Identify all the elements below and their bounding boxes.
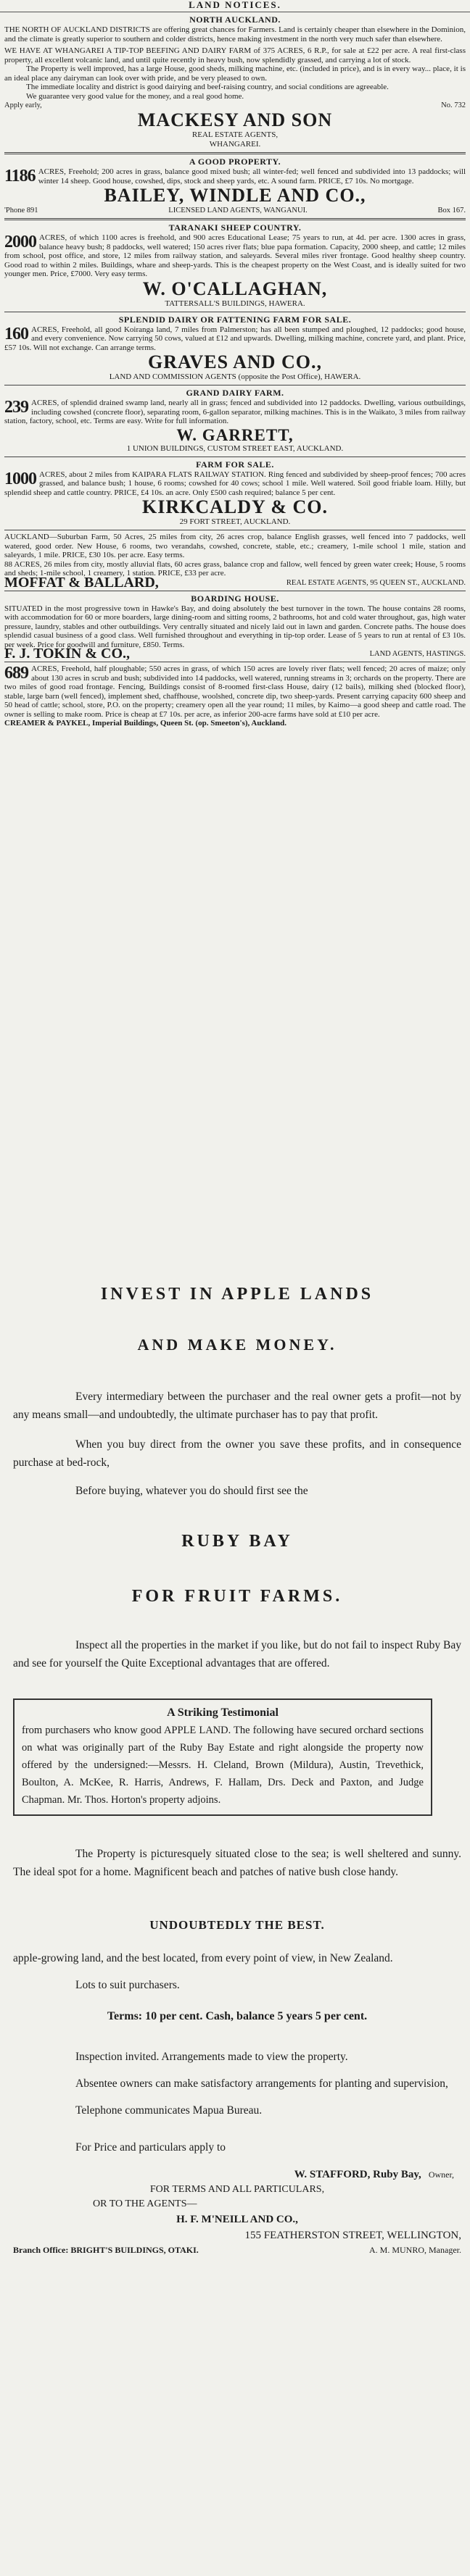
promo-paragraph: The Property is picturesquely situated close to the sea; is well sheltered and sunny. The ideal spot for a home. Magnificent beach and patches of native bush close handy. [13, 1848, 461, 1878]
acreage: 2000 [4, 233, 36, 251]
testimonial-box [13, 1698, 432, 1816]
box-number: Box 167. [437, 207, 466, 214]
ad-text: ACRES, Freehold, half ploughable; 550 acres in grass, of which 150 acres are lovely river flats; well fenced; 20 acres of maize; only about 130 acres in scrub and bush; subdivided into 14 paddocks, well watered, running streams in 3; orchards on the property. There are two miles of good road frontage. Fencing, Buildings consist of 8-roomed first-class House, dairy (12 bails), milking shed (blocked floor), stable, large barn (well fenced), implement shed, chaffhouse, woolshed, concrete dip, two sheep-yards. Present carrying capacity 600 sheep and 50 head of cattle; school, store, P.O. on the property; creamery open all the year round; 11 miles, by Kaimo—a good sheep and cattle road. The owner is selling to make room. Price is cheap at £7 10s. per acre, as inferior 200-acre farms have sold at £10 per acre. [4, 664, 466, 719]
testimonial-lead: A Striking Testimonial [167, 1706, 279, 1719]
ad-taranaki [4, 218, 466, 312]
terms-line: Terms: 10 per cent. Cash, balance 5 years 5 per cent. [107, 2010, 368, 2022]
ad-heading: FARM FOR SALE. [196, 459, 274, 470]
ad-text: ACRES, about 2 miles from KAIPARA FLATS RAILWAY STATION. Ring fenced and subdivided by sheep-proof fences; 700 acres grassed, and balance bush; 1 house, 6 rooms; cowshed for 40 cows; school 1 mile. Well watered. Soil good friable loam. Hilly, but splendid sheep and cattle country. PRICE, £4 10s. an acre. Only £500 cash required; balance 5 per cent. [4, 470, 466, 497]
agent-row [4, 574, 466, 591]
ad-paragraph: The immediate locality and district is good dairying and beef-raising country, and social conditions are agreeable. [26, 83, 389, 91]
acreage: 689 [4, 664, 28, 683]
apply-text: Apply early, [4, 101, 42, 109]
promo-paragraph: Inspection invited. Arrangements made to view the property. [75, 2051, 348, 2063]
branch-office: Branch Office: BRIGHT'S BUILDINGS, OTAKI. [13, 2245, 199, 2255]
best-heading: UNDOUBTEDLY THE BEST. [149, 1918, 325, 1932]
promo-paragraph: Absentee owners can make satisfactory arrangements for planting and supervision, [75, 2077, 448, 2090]
ad-heading: NORTH AUCKLAND. [189, 14, 281, 25]
agent-name: W. O'CALLAGHAN, [142, 278, 328, 299]
agent-address: 155 FEATHERSTON STREET, WELLINGTON, [244, 2230, 461, 2241]
agent-subtitle: TATTERSALL'S BUILDINGS, HAWERA. [165, 299, 305, 308]
owner-name: W. STAFFORD, Ruby Bay, [294, 2169, 421, 2180]
agent-subtitle: LAND AGENTS, HASTINGS. [369, 650, 466, 658]
agent-name: BAILEY, WINDLE AND CO., [104, 185, 366, 206]
agent-town: WHANGAREI. [209, 140, 261, 149]
ad-text: SITUATED in the most progressive town in Hawke's Bay, and doing absolutely the best turnover in the town. The house contains 28 rooms, with accommodation for 60 or more boarders, large dining-room and sitting rooms, 2 bathrooms, hot and cold water throughout, gas, high water pressure, laundry, stables and other outbuildings. Very centrally situated and nicely laid out in lawn and garden. Concrete paths. The house does splendid casual business of a good class. Well furnished throughout and everything in tip-top order. Lease of 5 years to run at rental of £3 10s. per week. Price for goodwill and furniture, £850. Terms. [4, 604, 466, 649]
terms-particulars: FOR TERMS AND ALL PARTICULARS, [149, 2184, 325, 2195]
acreage: 1186 [4, 167, 36, 186]
ad-text: ACRES, Freehold, all good Koiranga land, 7 miles from Palmerston; has all been stumped and ploughed, 12 paddocks; good house, and every convenience. Now carrying 50 cows, valued at £12 and upwards. Dwelling, milking machine, concrete yard, and plant. Price, £57 10s. Will not exchange. Can arrange terms. [4, 325, 466, 352]
agent-subtitle: LICENSED LAND AGENTS, WANGANUI. [168, 207, 308, 214]
land-notices-column [0, 12, 470, 1250]
ad-good-property [4, 152, 466, 218]
agent-name: W. GARRETT, [176, 425, 294, 444]
promo-paragraph: For Price and particulars apply to [75, 2141, 226, 2154]
agent-name: CREAMER & PAYKEL, Imperial Buildings, Queen St. (op. Smeeton's), Auckland. [4, 719, 287, 728]
ruby-bay-name: RUBY BAY [181, 1532, 293, 1551]
ref-number: No. 732 [441, 101, 466, 109]
agent-name: GRAVES AND CO., [148, 351, 322, 372]
ad-auckland-suburban [4, 530, 466, 591]
ad-paragraph: 88 ACRES, 26 miles from city, mostly alluvial flats, 60 acres grass, balance crop and fallow, well fenced by green water creek; House, 5 rooms and sheds; 1-mile school, 1 creamery, 1 station. PRICE, £33 per acre. [4, 559, 466, 578]
ad-text: ACRES, of splendid drained swamp land, nearly all in grass; fenced and subdivided into 12 paddocks. Dwelling, various outbuildings, including cowshed (concrete floor), separating room, 6-gallon separator, milking machines. This is in the Waikato, 3 miles from railway station, factory, school, etc. Terms are easy. Write for full information. [4, 399, 466, 425]
promo-paragraph: apple-growing land, and the best located, from every point of view, in New Zealand. [13, 1952, 393, 1964]
promo-paragraph: Before buying, whatever you do should first see the [75, 1485, 308, 1497]
promo-paragraph: Lots to suit purchasers. [75, 1979, 180, 1991]
agent-subtitle: 1 UNION BUILDINGS, CUSTOM STREET EAST, AUCKLAND. [126, 443, 344, 453]
testimonial-text: from purchasers who know good APPLE LAND. The following have secured orchard sections on what was originally part of the Ruby Bay Estate and right alongside the property now offered by the undersigned:—Messrs. H. Cleland, Brown (Mildura), Austin, Trevethick, Boulton, A. McKee, R. Harris, Andrews, F. Hallam, Drs. Deck and Paxton, and Judge Chapman. Mr. Thos. Horton's property adjoins. [22, 1725, 424, 1806]
ad-paragraph: The Property is well improved, has a large House, good sheds, milking machine, etc. (included in price), and is in every way... place, it is an ideal place any dairyman can look over with pride, and be very pleased to own. [4, 64, 466, 83]
promo-paragraph: Telephone communicates Mapua Bureau. [75, 2104, 263, 2117]
acreage: 1000 [4, 469, 36, 488]
ad-north-auckland [4, 12, 466, 152]
ad-heading: A GOOD PROPERTY. [189, 157, 281, 167]
ad-heading: TARANAKI SHEEP COUNTRY. [168, 222, 302, 233]
fruit-farms-title: FOR FRUIT FARMS. [131, 1587, 343, 1606]
ad-boarding-house [4, 591, 466, 662]
ad-paragraph: AUCKLAND—Suburban Farm, 50 Acres, 25 miles from city, 26 acres crop, balance English grasses, well fenced into 7 paddocks, well watered, good order. New House, 6 rooms, two verandahs, cowshed, concrete, stable, etc.; creamery, 1-mile school 1 mile, station and saleyards, 1 mile. PRICE, £30 10s. per acre. Easy terms. [4, 533, 466, 559]
ad-text: ACRES, of which 1100 acres is freehold, and 900 acres Educational Lease; 75 years to run, at 4d. per acre. 1300 acres in grass, balance heavy bush; 8 paddocks, well watered; 150 acres river flats; blue papa formation. Capacity, 2000 sheep, and cattle; 12 miles from school, post office, and store, 12 miles from railway station, and saleyards. Several miles river frontage. Good healthy sheep country. Good road to within 2 miles. Buildings, whare and sheep-yards. This is the cheapest property on the West Coast, and is ideally suited for two younger men. Price, £7000. Very easy terms. [4, 233, 466, 278]
manager: A. M. MUNRO, Manager. [369, 2245, 461, 2255]
ad-paragraph: We guarantee very good value for the money, and a real good home. [26, 91, 244, 101]
owner-tag: Owner, [428, 2169, 454, 2180]
agent-row [4, 646, 466, 662]
ruby-bay-ad [0, 1250, 470, 2576]
promo-paragraph: When you buy direct from the owner you save these profits, and in consequence purchase at bed-rock, [13, 1438, 461, 1469]
ad-689-acres [4, 662, 466, 731]
ad-heading: BOARDING HOUSE. [191, 593, 279, 604]
owner-row [13, 2167, 454, 2183]
agent-name: MACKESY AND SON [137, 109, 333, 130]
phone-number: 'Phone 891 [4, 207, 38, 214]
acreage: 239 [4, 398, 28, 417]
agent-subtitle: 29 FORT STREET, AUCKLAND. [179, 517, 291, 526]
ad-text: ACRES, Freehold; 200 acres in grass, balance good mixed bush; all winter-fed; well fenced and subdivided into 13 paddocks; will winter 14 sheep. Good house, cowshed, dips, stock and sheep yards, etc. A sound farm. PRICE, £7 10s. No mortgage. [38, 167, 466, 186]
promo-paragraph: Inspect all the properties in the market if you like, but do not fail to inspect Ruby Bay and see for yourself the Quite Exceptional advantages that are offered. [13, 1639, 461, 1670]
promo-subtitle: AND MAKE MONEY. [137, 1335, 337, 1354]
agent-name: MOFFAT & BALLARD, [4, 574, 159, 591]
ad-grand-dairy [4, 385, 466, 457]
promo-paragraph: Every intermediary between the purchaser and the real owner gets a profit—not by any means small—and undoubtedly, the ultimate purchaser has to pay that profit. [13, 1391, 461, 1421]
agent-subtitle: REAL ESTATE AGENTS, [191, 130, 279, 139]
section-header: LAND NOTICES. [0, 0, 470, 12]
ad-paragraph: THE NORTH OF AUCKLAND DISTRICTS are offering great chances for Farmers. Land is certainly cheaper than elsewhere in the Dominion, and the climate is greatly superior to southern and colder districts, hence making investment in the north very much safer than elsewhere. [4, 25, 466, 43]
ad-paragraph: WE HAVE AT WHANGAREI A TIP-TOP BEEFING AND DAIRY FARM of 375 ACRES, 6 R.P., for sale at £22 per acre. A real first-class property, all excellent volcanic land, and until quite recently in heavy bush, now splendidly grassed, and carrying a lot of stock. [4, 46, 466, 64]
ad-farm-for-sale [4, 457, 466, 530]
promo-title: INVEST IN APPLE LANDS [100, 1285, 374, 1304]
or-agents: OR TO THE AGENTS— [93, 2198, 197, 2209]
ad-heading: GRAND DAIRY FARM. [186, 388, 284, 398]
agent-contact-row [4, 206, 466, 215]
agent-name: KIRKCALDY & CO. [142, 496, 328, 517]
agent-name: F. J. TOKIN & CO., [4, 646, 130, 662]
agent-name: H. F. M'NEILL AND CO., [176, 2214, 298, 2225]
agent-subtitle: LAND AND COMMISSION AGENTS (opposite the Post Office), HAWERA. [109, 372, 361, 381]
ad-dairy-fattening [4, 312, 466, 385]
agent-subtitle: REAL ESTATE AGENTS, 95 QUEEN ST., AUCKLAND. [286, 578, 466, 587]
acreage: 160 [4, 324, 28, 343]
branch-row [13, 2243, 461, 2256]
ad-heading: SPLENDID DAIRY OR FATTENING FARM FOR SALE. [118, 314, 352, 325]
